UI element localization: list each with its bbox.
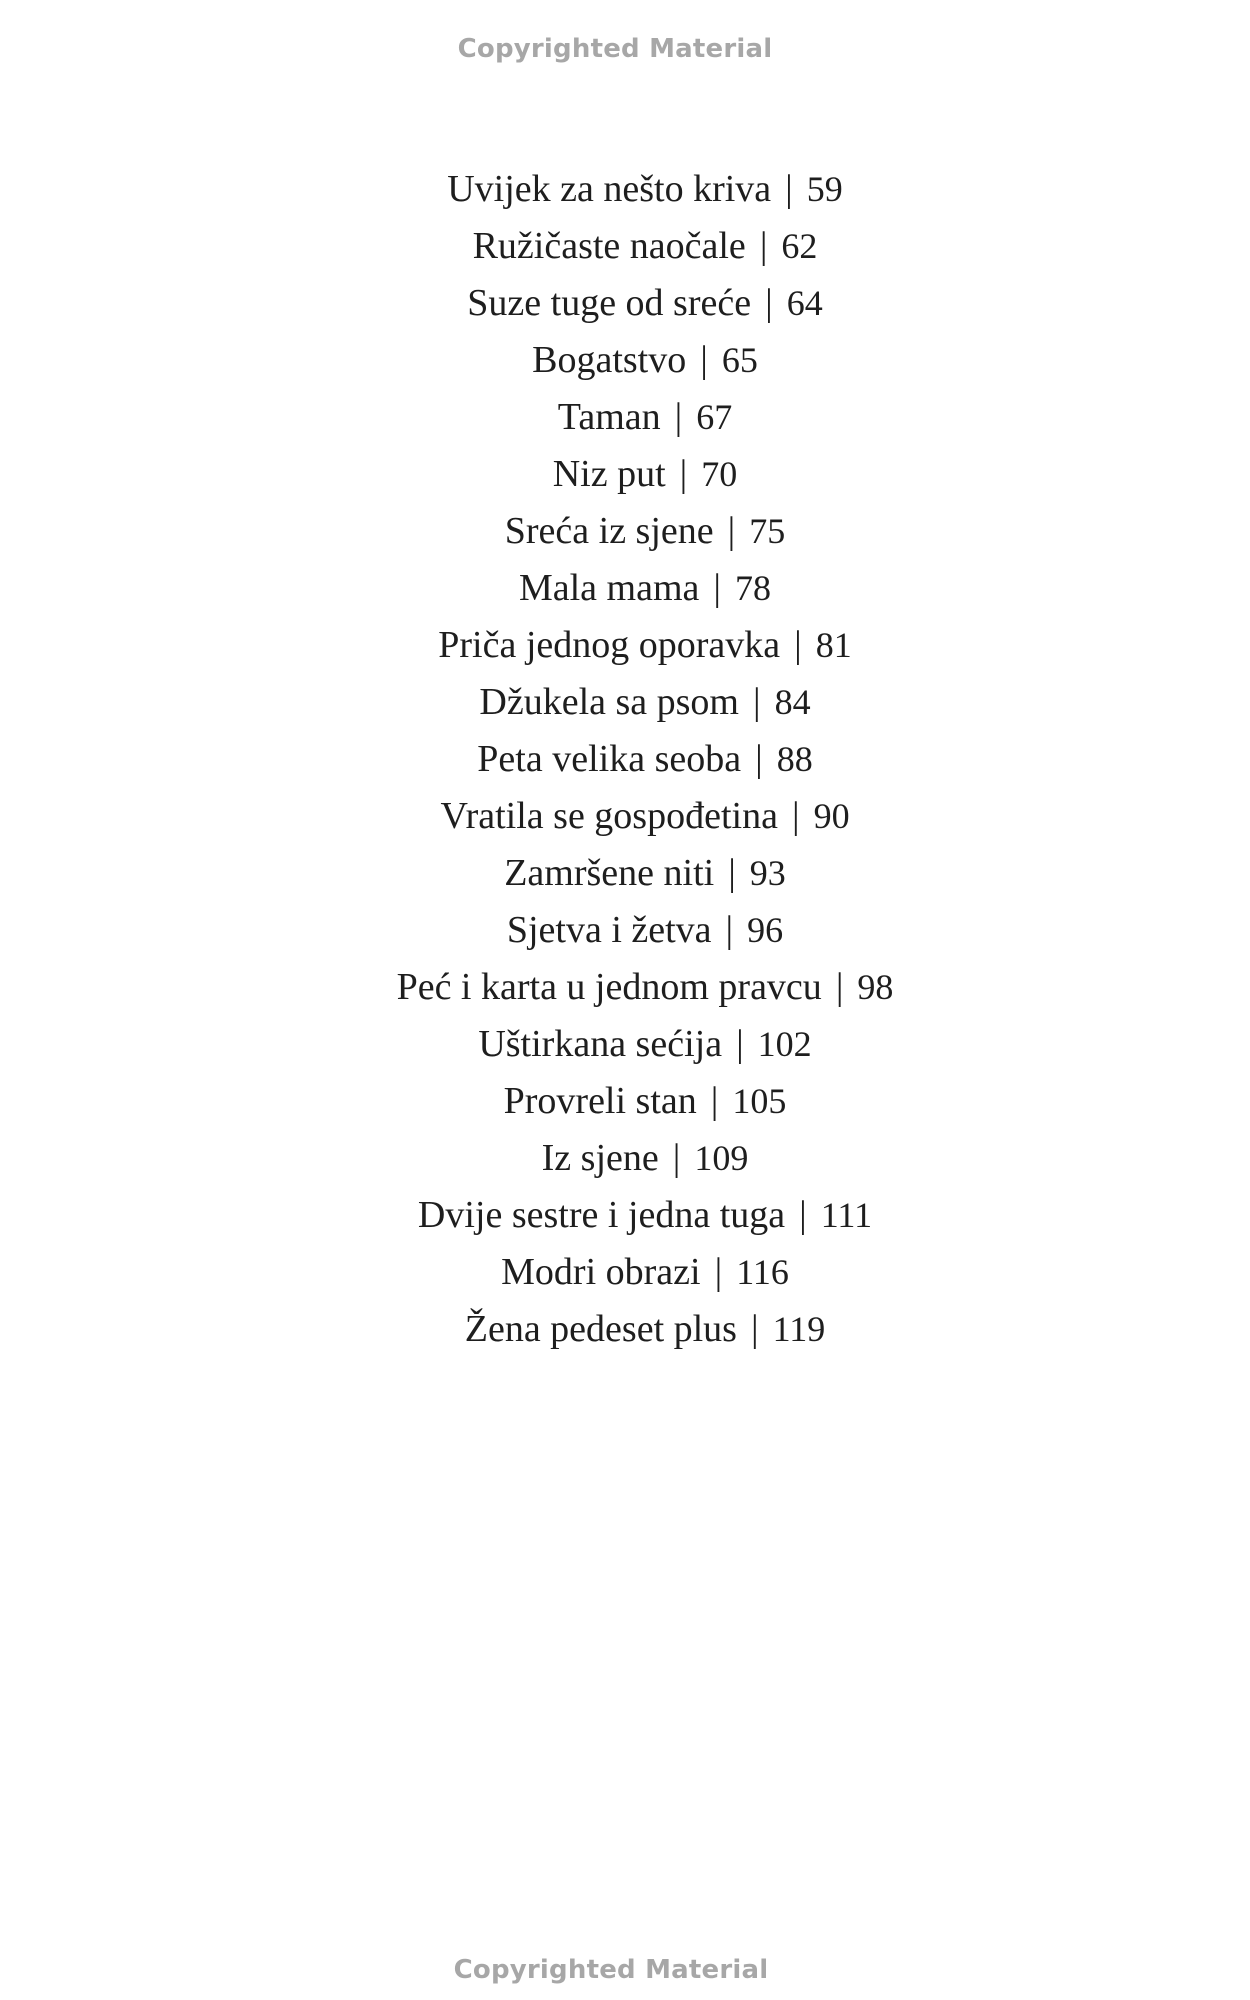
- toc-separator: |: [674, 396, 683, 438]
- toc-entry[interactable]: [0, 1130, 1250, 1187]
- toc-separator: |: [736, 1023, 744, 1065]
- toc-entry-title: Uvijek za nešto kriva: [447, 168, 772, 210]
- toc-page-number: 65: [721, 340, 758, 380]
- toc-separator: |: [791, 795, 800, 837]
- toc-entry[interactable]: [0, 218, 1250, 275]
- toc-entry[interactable]: [0, 845, 1250, 902]
- toc-entry[interactable]: [0, 959, 1250, 1016]
- toc-page-number: 109: [694, 1138, 749, 1178]
- toc-entry[interactable]: [0, 503, 1250, 560]
- toc-entry[interactable]: [0, 1244, 1250, 1301]
- toc-page-number: 75: [749, 511, 786, 551]
- toc-separator: |: [727, 510, 736, 552]
- toc-entry-title: Priča jednog oporavka: [438, 624, 781, 666]
- toc-separator: |: [785, 168, 793, 210]
- toc-entry[interactable]: [0, 674, 1250, 731]
- table-of-contents: [0, 161, 1250, 1358]
- toc-separator: |: [835, 966, 844, 1008]
- toc-page-number: 59: [806, 169, 843, 209]
- toc-separator: |: [672, 1137, 681, 1179]
- toc-page-number: 84: [774, 682, 811, 722]
- toc-entry[interactable]: [0, 731, 1250, 788]
- toc-page-number: 90: [813, 796, 850, 836]
- toc-page-number: 93: [749, 853, 786, 893]
- toc-entry[interactable]: [0, 617, 1250, 674]
- toc-page-number: 67: [696, 397, 733, 437]
- toc-page-number: 62: [781, 226, 818, 266]
- toc-separator: |: [725, 909, 734, 951]
- toc-page-number: 98: [857, 967, 894, 1007]
- toc-separator: |: [679, 453, 688, 495]
- toc-separator: |: [710, 1080, 719, 1122]
- toc-entry[interactable]: [0, 161, 1250, 218]
- toc-entry-title: Modri obrazi: [501, 1251, 701, 1293]
- toc-page-number: 96: [747, 910, 784, 950]
- toc-entry[interactable]: [0, 1187, 1250, 1244]
- toc-entry-title: Žena pedeset plus: [464, 1308, 737, 1350]
- toc-entry[interactable]: [0, 788, 1250, 845]
- toc-entry[interactable]: [0, 1016, 1250, 1073]
- toc-entry-title: Peć i karta u jednom pravcu: [396, 966, 822, 1008]
- toc-entry-title: Suze tuge od sreće: [467, 282, 752, 324]
- toc-entry-title: Ružičaste naočale: [472, 225, 746, 267]
- toc-page-number: 70: [701, 454, 738, 494]
- toc-page-number: 111: [820, 1195, 873, 1235]
- toc-entry-title: Džukela sa psom: [479, 681, 739, 723]
- toc-entry-title: Zamršene niti: [504, 852, 715, 894]
- toc-separator: |: [755, 738, 763, 780]
- toc-entry[interactable]: [0, 332, 1250, 389]
- toc-entry-title: Uštirkana sećija: [478, 1023, 723, 1065]
- toc-entry[interactable]: [0, 560, 1250, 617]
- toc-page-number: 81: [815, 625, 852, 665]
- toc-separator: |: [700, 339, 708, 381]
- toc-entry-title: Iz sjene: [541, 1137, 659, 1179]
- toc-separator: |: [794, 624, 802, 666]
- toc-entry[interactable]: [0, 1073, 1250, 1130]
- toc-separator: |: [728, 852, 736, 894]
- toc-page-number: 119: [772, 1309, 826, 1349]
- copyright-watermark-top: Copyrighted Material: [457, 34, 773, 64]
- toc-entry-title: Provreli stan: [503, 1080, 697, 1122]
- toc-separator: |: [713, 567, 722, 609]
- toc-separator: |: [765, 282, 773, 324]
- copyright-watermark-bottom: Copyrighted Material: [453, 1955, 769, 1985]
- toc-page-number: 105: [732, 1081, 787, 1121]
- toc-entry[interactable]: [0, 275, 1250, 332]
- toc-entry-title: Dvije sestre i jedna tuga: [417, 1194, 786, 1236]
- toc-page-number: 116: [736, 1252, 789, 1292]
- toc-entry[interactable]: [0, 902, 1250, 959]
- toc-separator: |: [753, 681, 761, 723]
- toc-page-number: 64: [786, 283, 823, 323]
- toc-entry-title: Sreća iz sjene: [504, 510, 714, 552]
- toc-entry-title: Niz put: [552, 453, 666, 495]
- toc-separator: |: [714, 1251, 723, 1293]
- toc-separator: |: [759, 225, 768, 267]
- toc-entry[interactable]: [0, 446, 1250, 503]
- toc-entry[interactable]: [0, 389, 1250, 446]
- toc-page-number: 78: [735, 568, 772, 608]
- toc-entry-title: Peta velika seoba: [477, 738, 742, 780]
- toc-entry-title: Sjetva i žetva: [506, 909, 712, 951]
- toc-page-number: 88: [776, 739, 813, 779]
- toc-separator: |: [799, 1194, 807, 1236]
- toc-separator: |: [750, 1308, 759, 1350]
- toc-page-number: 102: [757, 1024, 812, 1064]
- toc-entry-title: Vratila se gospođetina: [440, 795, 778, 837]
- toc-entry-title: Mala mama: [518, 567, 700, 609]
- toc-entry-title: Bogatstvo: [532, 339, 687, 381]
- toc-entry-title: Taman: [557, 396, 661, 438]
- toc-entry[interactable]: [0, 1301, 1250, 1358]
